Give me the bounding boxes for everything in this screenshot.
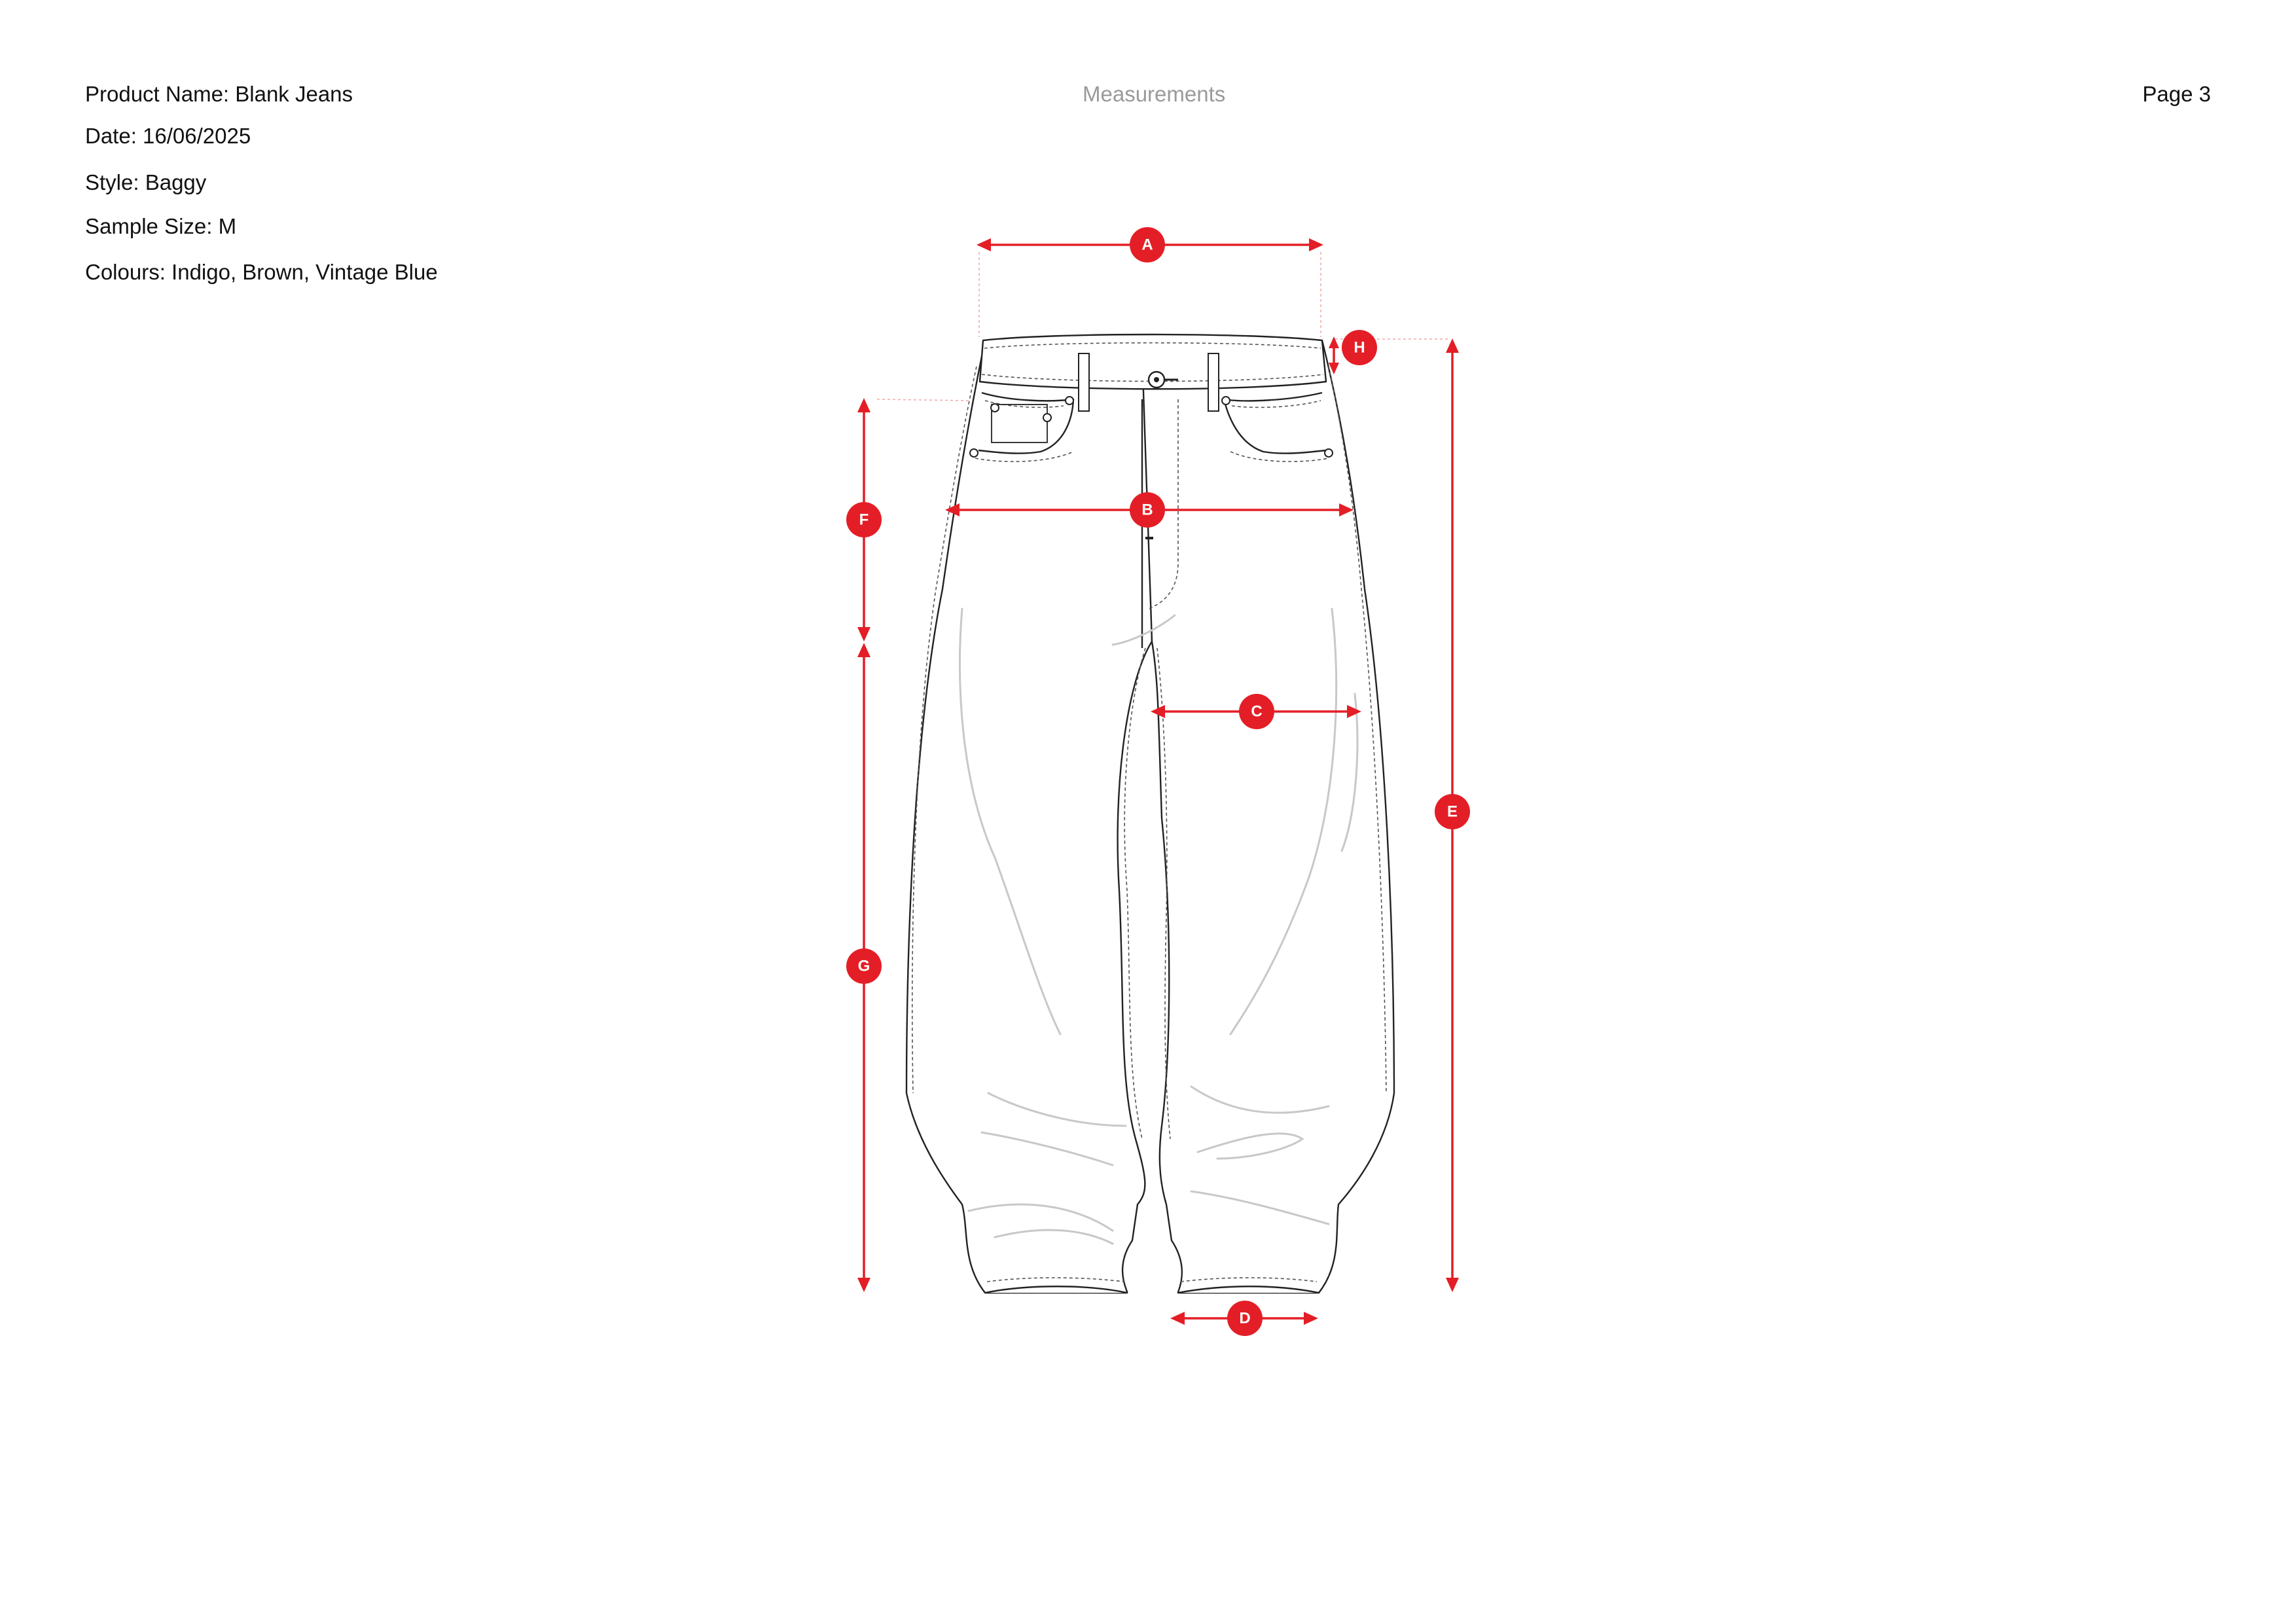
marker-c: C — [1251, 702, 1263, 721]
marker-b: B — [1141, 501, 1153, 519]
dimension-a — [977, 227, 1323, 262]
dimension-f — [846, 398, 882, 641]
right-leg-outline — [1142, 340, 1394, 1293]
style-label: Style: Baggy — [85, 170, 207, 194]
belt-loop-right — [1208, 353, 1219, 411]
left-leg-outline — [906, 340, 1152, 1293]
dimension-h — [1329, 330, 1377, 374]
marker-e: E — [1446, 803, 1458, 821]
page-title: Measurements — [1083, 82, 1226, 106]
sample-size-label: Sample Size: M — [85, 214, 237, 238]
marker-h: H — [1354, 338, 1365, 357]
page-number: Page 3 — [2142, 82, 2211, 106]
product-name: Product Name: Blank Jeans — [85, 82, 353, 106]
marker-f: F — [859, 511, 869, 529]
marker-g: G — [857, 957, 870, 975]
colours-label: Colours: Indigo, Brown, Vintage Blue — [85, 260, 438, 284]
dimension-g — [846, 643, 882, 1292]
belt-loop-left — [1079, 353, 1089, 411]
jeans-line-art — [906, 334, 1394, 1293]
dimension-d — [1170, 1301, 1318, 1336]
date-label: Date: 16/06/2025 — [85, 124, 251, 148]
dimension-e — [1435, 338, 1470, 1292]
marker-a: A — [1141, 236, 1153, 254]
marker-d: D — [1239, 1309, 1251, 1327]
